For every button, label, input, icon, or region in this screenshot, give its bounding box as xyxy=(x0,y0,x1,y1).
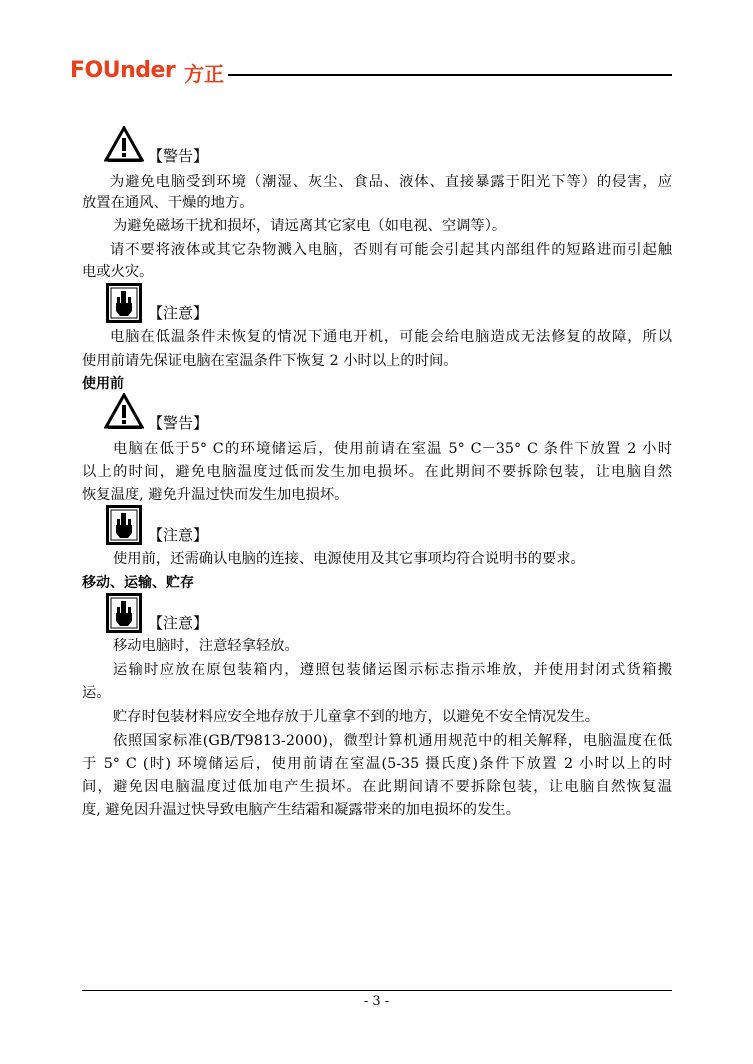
caution-label: 【注意】 xyxy=(148,304,209,322)
warning-triangle-icon xyxy=(104,126,144,162)
header-rule xyxy=(228,74,672,76)
paragraph-line: 使用前请先保证电脑在室温条件下恢复 2 小时以上的时间。 xyxy=(82,353,458,369)
paragraph-line: 放置在通风、干燥的地方。 xyxy=(82,195,254,211)
hand-caution-icon xyxy=(106,283,142,323)
paragraph-line: 电脑在低于5° C的环境储运后，使用前请在室温 5° C－35° C 条件下放置 2 小时 xyxy=(113,441,672,457)
section-heading: 使用前 xyxy=(82,376,124,392)
page-header xyxy=(70,56,672,86)
paragraph-line: 度, 避免因升温过快导致电脑产生结霜和凝露带来的加电损坏的发生。 xyxy=(82,802,520,818)
paragraph-line: 为避免电脑受到环境（潮湿、灰尘、食品、液体、直接暴露于阳光下等）的侵害，应 xyxy=(110,174,672,190)
paragraph-line: 于 5° C (时) 环境储运后，使用前请在室温(5-35 摄氏度)条件下放置 2 小时以上的时 xyxy=(82,756,672,772)
founder-logo-chinese: 方正 xyxy=(184,62,224,86)
hand-caution-icon xyxy=(106,593,142,633)
paragraph-line: 以上的时间，避免电脑温度过低而发生加电损坏。在此期间不要拆除包装，让电脑自然 xyxy=(82,464,672,480)
paragraph-line: 使用前，还需确认电脑的连接、电源使用及其它事项均符合说明书的要求。 xyxy=(113,551,585,567)
section-heading: 移动、运输、贮存 xyxy=(82,575,194,591)
paragraph-line: 间，避免因电脑温度过低加电产生损坏。在此期间请不要拆除包装，让电脑自然恢复温 xyxy=(82,779,672,795)
hand-caution-icon xyxy=(106,505,142,545)
paragraph-line: 恢复温度, 避免升温过快而发生加电损坏。 xyxy=(82,487,349,503)
founder-logo-text: FOUnder xyxy=(70,58,176,83)
paragraph-line: 电脑在低温条件未恢复的情况下通电开机，可能会给电脑造成无法修复的故障，所以 xyxy=(110,329,672,345)
paragraph-line: 移动电脑时，注意轻拿轻放。 xyxy=(113,638,299,654)
paragraph-line: 依照国家标准(GB/T9813-2000)，微型计算机通用规范中的相关解释，电脑温度在低 xyxy=(113,733,672,749)
caution-label: 【注意】 xyxy=(148,614,209,632)
paragraph-line: 电或火灾。 xyxy=(82,264,154,280)
paragraph-line: 运。 xyxy=(82,685,111,701)
warning-triangle-icon xyxy=(104,393,144,429)
paragraph-line: 运输时应放在原包装箱内，遵照包装储运图示标志指示堆放，并使用封闭式货箱搬 xyxy=(113,662,672,678)
paragraph-line: 为避免磁场干扰和损坏，请远离其它家电（如电视、空调等）。 xyxy=(113,218,507,234)
footer-rule xyxy=(82,990,672,991)
paragraph-line: 贮存时包装材料应安全地存放于儿童拿不到的地方，以避免不安全情况发生。 xyxy=(113,709,600,725)
page-number: - 3 - xyxy=(363,994,390,1009)
warning-label: 【警告】 xyxy=(148,414,209,432)
paragraph-line: 请不要将液体或其它杂物溅入电脑，否则有可能会引起其内部组件的短路进而引起触 xyxy=(110,242,672,258)
caution-label: 【注意】 xyxy=(148,526,209,544)
warning-label: 【警告】 xyxy=(148,147,209,165)
